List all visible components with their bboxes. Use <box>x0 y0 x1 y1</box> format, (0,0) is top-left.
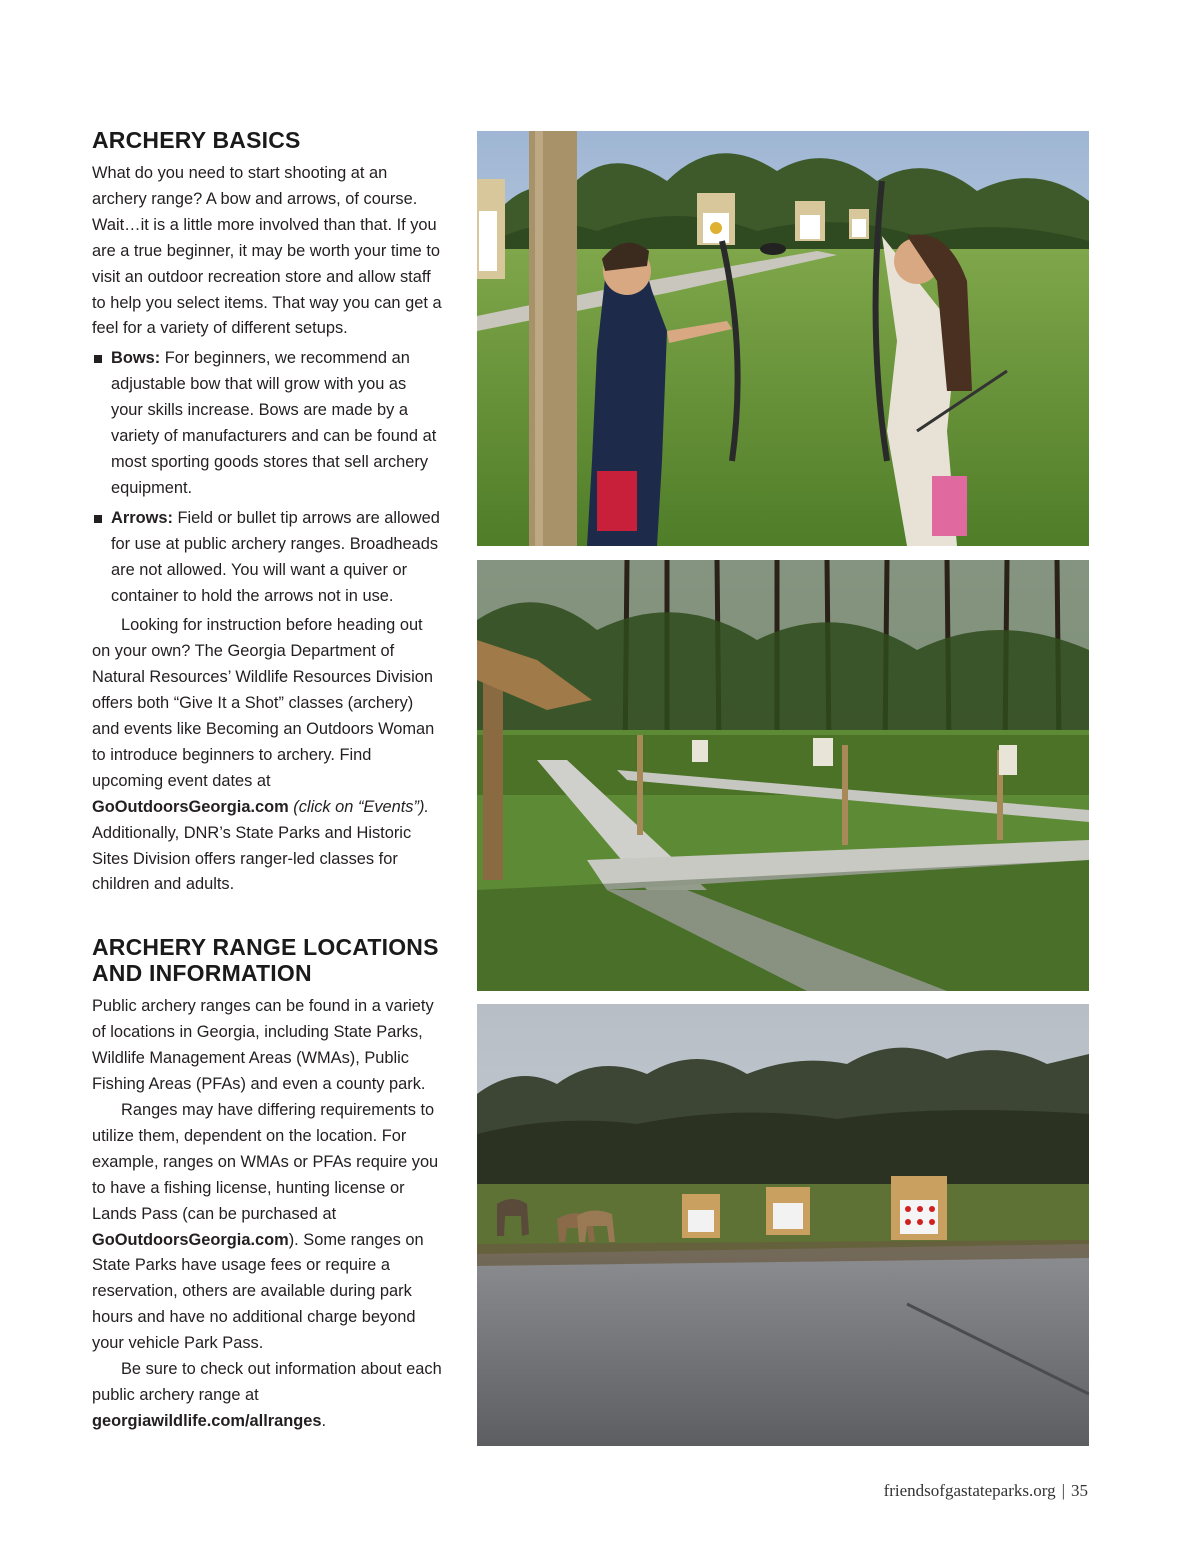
allranges-paragraph: Be sure to check out information about each public archery range at georgiawildlife.com/allranges. <box>92 1360 442 1430</box>
photo-archery-range-paths <box>477 560 1089 991</box>
footer-separator: | <box>1061 1481 1065 1500</box>
section-heading-range-locations: ARCHERY RANGE LOCATIONS AND INFORMATION <box>92 934 439 987</box>
equipment-list <box>92 346 442 609</box>
requirements-paragraph: Ranges may have differing requirements to utilize them, dependent on the location. For example, ranges on WMAs or PFAs require you to have a fishing license, hunting license or Lands Pass (can be purchased at GoOutdoorsGeorgia.com). Some ranges on State Parks have usage fees or require a reservation, others are available during park hours and have no additional charge beyond your vehicle Park Pass. <box>92 1101 439 1353</box>
locations-paragraph: Public archery ranges can be found in a variety of locations in Georgia, including State Parks, Wildlife Management Areas (WMAs), Public Fishing Areas (PFAs) and even a county park. <box>92 997 434 1094</box>
list-item-bows: Bows: For beginners, we recommend an adjustable bow that will grow with you as your skills increase. Bows are made by a variety of manufacturers and can be found at most sporting goods stores that sell archery equipment. <box>92 346 442 501</box>
bullet-square-icon <box>94 355 102 363</box>
page-footer <box>884 1481 1088 1501</box>
instruction-paragraph: Looking for instruction before heading out on your own? The Georgia Department of Natural Resources’ Wildlife Resources Division offers both “Give It a Shot” classes (archery) and events like Becoming an Outdoors Woman to introduce beginners to archery. Find upcoming event dates at GoOutdoorsGeorgia.com (click on “Events”). Additionally, DNR’s State Parks and Historic Sites Division offers ranger-led classes for children and adults. <box>92 616 435 894</box>
photo-archery-range-paths-image <box>477 560 1089 991</box>
go-outdoors-link-2[interactable]: GoOutdoorsGeorgia.com <box>92 1230 289 1249</box>
footer-website: friendsofgastateparks.org <box>883 1481 1056 1500</box>
photo-young-archers <box>477 131 1089 546</box>
photo-target-range-overcast <box>477 1004 1089 1446</box>
photo-target-range-overcast-image <box>477 1004 1089 1446</box>
allranges-link[interactable]: georgiawildlife.com/allranges <box>92 1411 322 1430</box>
intro-paragraph: What do you need to start shooting at an archery range? A bow and arrows, of course. Wait…it is a little more involved than that. If you are a true beginner, it may be worth your time to visit an outdoor recreation store and allow staff to help you select items. That way you can get a feel for a variety of different setups. <box>92 164 442 338</box>
section-heading-archery-basics: ARCHERY BASICS <box>92 127 301 153</box>
article-column <box>92 127 442 1435</box>
bullet-square-icon <box>94 515 102 523</box>
photo-young-archers-image <box>477 131 1089 546</box>
go-outdoors-link[interactable]: GoOutdoorsGeorgia.com <box>92 797 289 816</box>
list-item-arrows: Arrows: Field or bullet tip arrows are allowed for use at public archery ranges. Broadheads are not allowed. You will want a quiver or container to hold the arrows not in use. <box>92 506 442 610</box>
page-number: 35 <box>1071 1481 1088 1500</box>
